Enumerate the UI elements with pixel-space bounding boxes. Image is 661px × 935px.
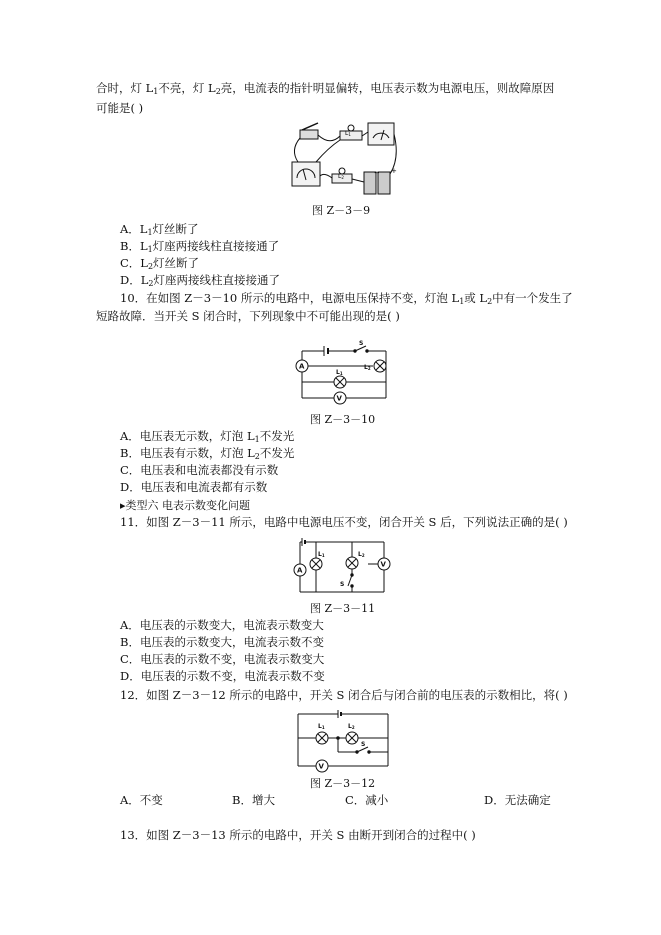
figure-z-3-11 — [292, 534, 392, 598]
q11-option-d: D．电压表的示数不变，电流表示数不变 — [120, 669, 325, 683]
q11-text: 11．如图 Z－3－11 所示，电路中电源电压不变，闭合开关 S 后，下列说法正确的是( ) — [120, 515, 568, 529]
fig12-voltmeter-label: V — [318, 762, 324, 771]
section-heading: ▸类型六 电表示数变化问题 — [120, 499, 251, 512]
intro-line1: 合时，灯 $L_1$不亮，灯 $L_2$亮，电流表的指针明显偏转，电压表示数为电源电压，则故障原因 — [96, 81, 555, 96]
q13-text: 13．如图 Z－3－13 所示的电路中，开关 S 由断开到闭合的过程中( ) — [120, 828, 476, 842]
q10-line2: 短路故障．当开关 S 闭合时，下列现象中不可能出现的是( ) — [96, 309, 400, 323]
battery-plus: + — [391, 167, 397, 175]
q9-option-d: D．$L_2$灯座两接线柱直接接通了 — [120, 273, 280, 288]
fig11-voltmeter-label: V — [380, 560, 386, 569]
q10-option-b: B．电压表有示数，灯泡 $L_2$不发光 — [120, 446, 295, 461]
intro-line2: 可能是( ) — [96, 101, 144, 115]
fig11-ammeter-label: A — [297, 566, 303, 575]
q10-option-a: A．电压表无示数，灯泡 $L_1$不发光 — [120, 429, 295, 444]
fig10-caption: 图 Z－3－10 — [310, 413, 376, 426]
q12-option-c: C．减小 — [345, 793, 389, 807]
fig9-caption: 图 Z－3－9 — [312, 204, 371, 217]
figure-z-3-12 — [294, 706, 394, 774]
fig10-voltmeter-label: V — [336, 394, 342, 403]
q11-option-b: B．电压表的示数变大，电流表示数不变 — [120, 635, 324, 649]
battery-minus: − — [374, 169, 380, 177]
fig9-l2-label: L2 — [338, 173, 344, 180]
q10-option-c: C．电压表和电流表都没有示数 — [120, 463, 279, 477]
fig10-l1-label: L1 — [336, 369, 343, 376]
q12-option-a: A．不变 — [120, 793, 163, 807]
q10-option-d: D．电压表和电流表都有示数 — [120, 480, 268, 494]
fig11-caption: 图 Z－3－11 — [310, 602, 376, 615]
fig10-s-label: S — [359, 340, 364, 347]
figure-z-3-9 — [288, 118, 400, 200]
fig11-l2-label: L2 — [358, 551, 365, 558]
q9-option-c: C．$L_2$灯丝断了 — [120, 256, 200, 271]
q12-option-d: D．无法确定 — [484, 793, 551, 807]
q9-option-a: A．$L_1$灯丝断了 — [120, 222, 199, 237]
fig11-s-label: S — [340, 581, 345, 588]
figure-z-3-10 — [294, 338, 394, 410]
fig10-ammeter-label: A — [299, 362, 305, 371]
fig12-s-label: S — [361, 741, 366, 748]
q12-text: 12．如图 Z－3－12 所示的电路中，开关 S 闭合后与闭合前的电压表的示数相比，将( ) — [120, 688, 568, 702]
q11-option-c: C．电压表的示数不变，电流表示数变大 — [120, 652, 325, 666]
q11-option-a: A．电压表的示数变大，电流表示数变大 — [120, 618, 324, 632]
q12-option-b: B．增大 — [232, 793, 275, 807]
fig10-l2-label: L2 — [364, 364, 371, 371]
fig9-l1-label: L1 — [345, 130, 351, 137]
fig12-caption: 图 Z－3－12 — [310, 777, 376, 790]
fig12-l2-label: L2 — [348, 723, 355, 730]
q10-line1: 10．在如图 Z－3－10 所示的电路中，电源电压保持不变，灯泡 $L_1$或 $L_2$中有一个发生了 — [120, 291, 573, 306]
fig12-l1-label: L1 — [318, 723, 325, 730]
q9-option-b: B．$L_1$灯座两接线柱直接接通了 — [120, 239, 280, 254]
fig11-l1-label: L1 — [318, 551, 325, 558]
